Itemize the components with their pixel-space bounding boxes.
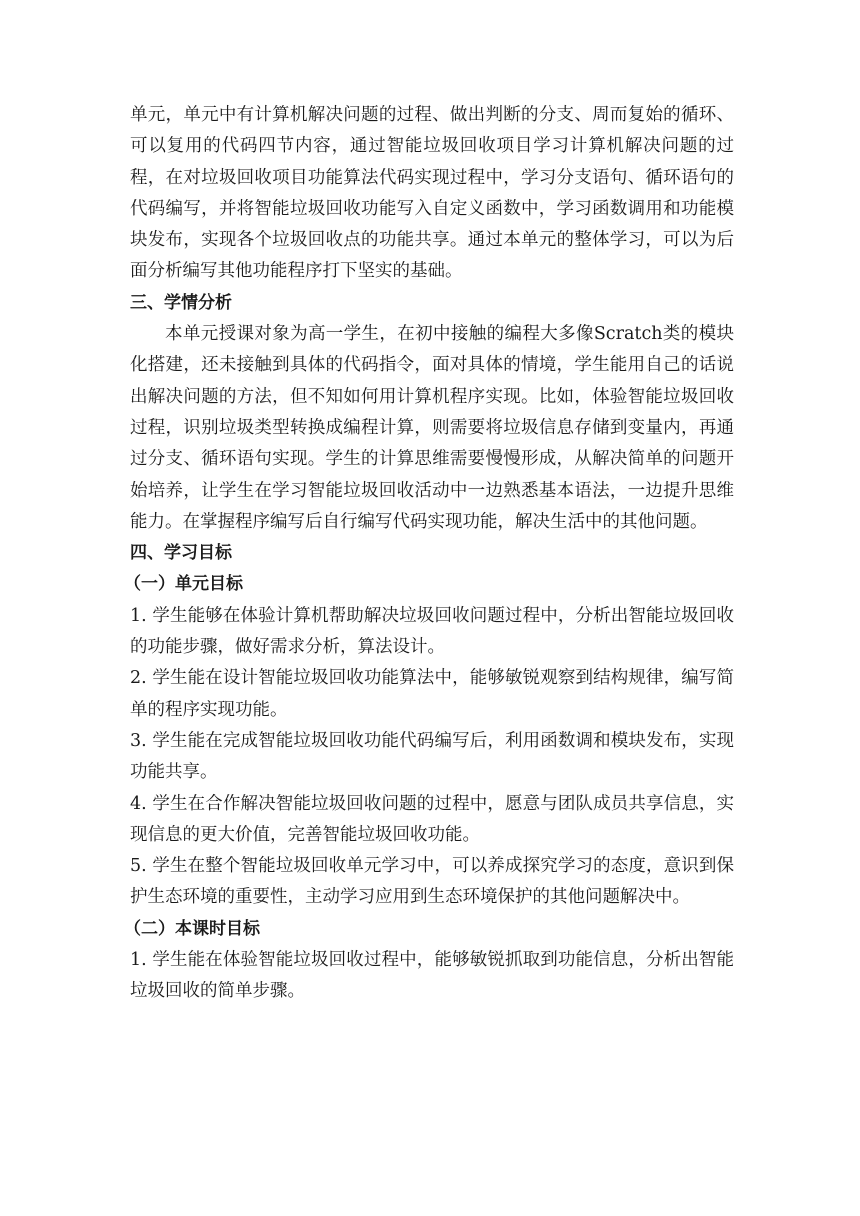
section-heading-learner-analysis: 三、学情分析 (130, 292, 232, 313)
unit-goal-item: 5. 学生在整个智能垃圾回收单元学习中，可以养成探究学习的态度，意识到保护生态环境的重要性，主动学习应用到生态环境保护的其他问题解决中。 (130, 856, 734, 908)
lesson-goal-item: 1. 学生能在体验智能垃圾回收过程中，能够敏锐抓取到功能信息，分析出智能垃圾回收的简单步骤。 (130, 950, 734, 1002)
unit-goal-item: 1. 学生能够在体验计算机帮助解决垃圾回收问题过程中，分析出智能垃圾回收的功能步骤，做好需求分析，算法设计。 (130, 605, 734, 658)
document-page (124, 100, 734, 1008)
intro-paragraph: 单元，单元中有计算机解决问题的过程、做出判断的分支、周而复始的循环、可以复用的代码四节内容，通过智能垃圾回收项目学习计算机解决问题的过程，在对垃圾回收项目功能算法代码实现过程中，学习分支语句、循环语句的代码编写，并将智能垃圾回收功能写入自定义函数中，学习函数调用和功能模块发布，实现各个垃圾回收点的功能共享。通过本单元的整体学习，可以为后面分析编写其他功能程序打下坚实的基础。 (130, 105, 734, 282)
section-heading-learning-goals: 四、学习目标 (130, 543, 232, 564)
unit-goal-item: 3. 学生能在完成智能垃圾回收功能代码编写后，利用函数调和模块发布，实现功能共享。 (130, 730, 734, 783)
subheading-unit-goals: （一）单元目标 (124, 574, 243, 595)
subheading-lesson-goals: （二）本课时目标 (124, 918, 260, 939)
learner-analysis-paragraph: 本单元授课对象为高一学生，在初中接触的编程大多像Scratch类的模块化搭建，还未接触到具体的代码指令，面对具体的情境，学生能用自己的话说出解决问题的方法，但不知如何用计算机程序实现。比如，体验智能垃圾回收过程，识别垃圾类型转换成编程计算，则需要将垃圾信息存储到变量内，再通过分支、循环语句实现。学生的计算思维需要慢慢形成，从解决简单的问题开始培养，让学生在学习智能垃圾回收活动中一边熟悉基本语法，一边提升思维能力。在掌握程序编写后自行编写代码实现功能，解决生活中的其他问题。 (130, 324, 734, 532)
unit-goal-item: 4. 学生在合作解决智能垃圾回收问题的过程中，愿意与团队成员共享信息，实现信息的更大价值，完善智能垃圾回收功能。 (130, 793, 734, 845)
unit-goal-item: 2. 学生能在设计智能垃圾回收功能算法中，能够敏锐观察到结构规律，编写简单的程序实现功能。 (130, 668, 734, 720)
